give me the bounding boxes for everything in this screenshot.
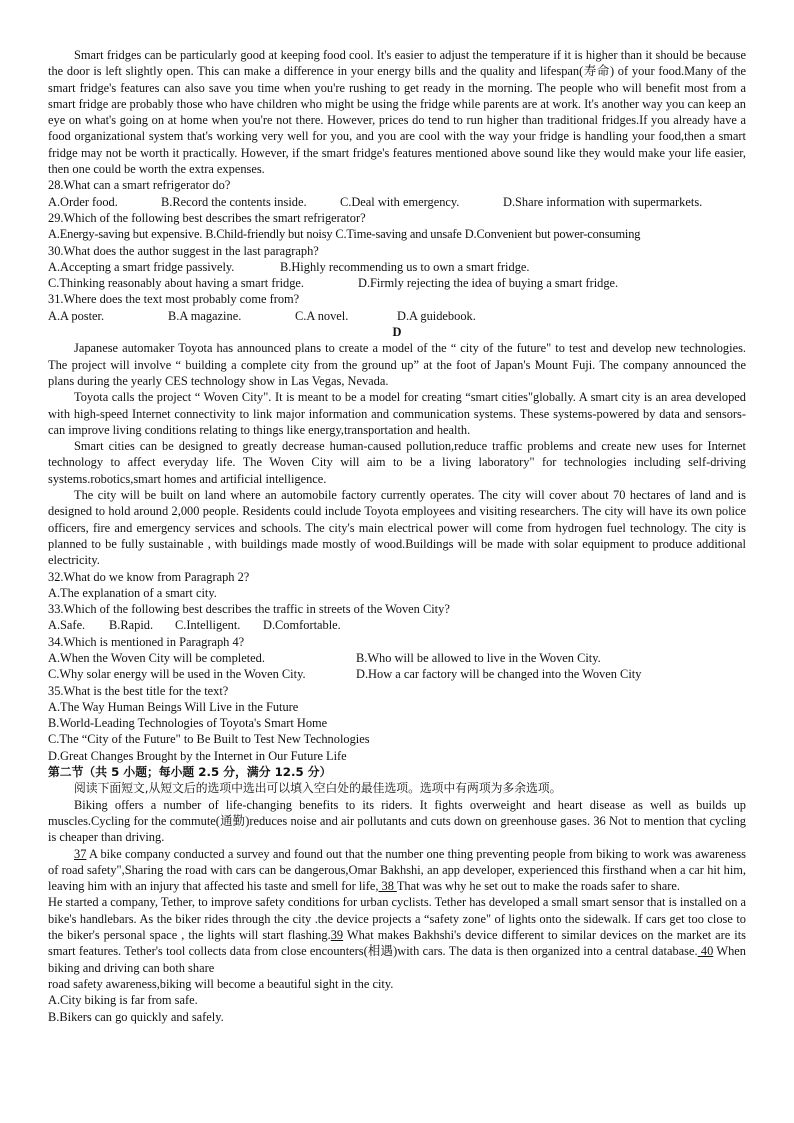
- q35-option-a[interactable]: A.The Way Human Beings Will Live in the Future: [48, 699, 299, 714]
- q30-option-c[interactable]: C.Thinking reasonably about having a smart fridge.: [48, 276, 305, 291]
- q32-option-a[interactable]: A.The explanation of a smart city.: [48, 585, 217, 600]
- question-29-options[interactable]: A.Energy-saving but expensive. B.Child-friendly but noisy C.Time-saving and unsafe D.Convenient but power-consuming: [48, 227, 641, 242]
- cloze-paragraph-3: [48, 894, 746, 975]
- q30-option-d[interactable]: D.Firmly rejecting the idea of buying a smart fridge.: [358, 276, 619, 291]
- cloze-paragraph-1: Biking offers a number of life-changing benefits to its riders. It fights overweight and heart disease as well as builds up muscles.Cycling for the commute(通勤)reduces noise and air pollutants and cuts down on greenhouse gases. 36 Not to mention that cycling is cheaper than driving.: [48, 797, 746, 845]
- cloze-paragraph-4: road safety awareness,biking will become a beautiful sight in the city.: [48, 976, 394, 991]
- question-35-stem: 35.What is the best title for the text?: [48, 683, 229, 698]
- q33-option-c[interactable]: C.Intelligent.: [175, 618, 241, 633]
- q34-option-b[interactable]: B.Who will be allowed to live in the Woven City.: [356, 650, 601, 665]
- cloze-option-a[interactable]: A.City biking is far from safe.: [48, 993, 198, 1008]
- q34-option-d[interactable]: D.How a car factory will be changed into the Woven City: [356, 667, 642, 682]
- section-2-instruction: 阅读下面短文,从短文后的选项中选出可以填入空白处的最佳选项。选项中有两项为多余选项。: [74, 781, 562, 796]
- q35-option-b[interactable]: B.World-Leading Technologies of Toyota's Smart Home: [48, 716, 328, 731]
- section-2-heading: 第二节（共 5 小题；每小题 2.5 分，满分 12.5 分）: [48, 765, 332, 780]
- question-33-options: [48, 617, 746, 633]
- exam-page: [48, 47, 746, 1025]
- cloze-paragraph-2-text: A bike company conducted a survey and found out that the number one thing preventing people from biking to work was awareness of road safety",Sharing the road with cars can be dangerous,Omar Bakhshi, an app developer, experienced this firsthand when a car hit him, leaving him with an injury that affected his taste and smell for life,: [48, 846, 746, 894]
- question-29-stem: 29.Which of the following best describes the smart refrigerator?: [48, 210, 366, 225]
- q33-option-d[interactable]: D.Comfortable.: [263, 618, 341, 633]
- question-32-stem: 32.What do we know from Paragraph 2?: [48, 569, 250, 584]
- passage-d-title: D: [392, 325, 402, 340]
- question-31-stem: 31.Where does the text most probably come from?: [48, 292, 300, 307]
- blank-38[interactable]: 38: [378, 879, 397, 894]
- question-34-options-row2: [48, 666, 746, 682]
- passage-d-paragraph-2: Toyota calls the project “ Woven City". It is meant to be a model for creating “smart cities"globally. A smart city is an area developed with high-speed Internet connectivity to link major information and communication systems. These systems-powered by data and sensors-can improve living conditions relating to things like energy,transportation and health.: [48, 390, 746, 437]
- q34-option-a[interactable]: A.When the Woven City will be completed.: [48, 650, 265, 665]
- q33-option-a[interactable]: A.Safe.: [48, 618, 86, 633]
- q30-option-b[interactable]: B.Highly recommending us to own a smart fridge.: [280, 259, 530, 274]
- cloze-paragraph-3-b: What makes Bakhshi's device different to similar devices on the market are its smart features. Tether's tool collects data from close encounters(相遇)with cars. The data is then organized into a central database.: [48, 928, 747, 959]
- q30-option-a[interactable]: A.Accepting a smart fridge passively.: [48, 259, 235, 274]
- q33-option-b[interactable]: B.Rapid.: [109, 618, 154, 633]
- question-30-stem: 30.What does the author suggest in the last paragraph?: [48, 243, 319, 258]
- question-30-options-row2: [48, 275, 746, 291]
- passage-c-paragraph: Smart fridges can be particularly good at keeping food cool. It's easier to adjust the temperature if it is higher than it should be because the door is left slightly open. This can make a difference in your energy bills and the quality and lifespan(寿命) of your food.Many of the smart fridge's features can also save you time when you're rushing to get ready in the morning. The people who will benefit most from a smart fridge are probably those who have children who might be using the fridge while parents are at work. It's another way you can keep an eye on what's going on at home when you're not there. However, prices do tend to run higher than traditional fridges.If you already have a food organizational system that's working very well for you, and you are cool with the way your fridge is handling your food,then a smart fridge may not be worth it practically. However, if the smart fridge's features mentioned above sound like they would make your life easier, then one could be worth the extra expenses.: [48, 48, 746, 177]
- question-28-options: [48, 194, 746, 210]
- q31-option-d[interactable]: D.A guidebook.: [397, 308, 476, 323]
- cloze-option-b[interactable]: B.Bikers can go quickly and safely.: [48, 1009, 224, 1024]
- passage-d-paragraph-1: Japanese automaker Toyota has announced plans to create a model of the “ city of the future" to test and develop new technologies. The project will involve “ building a complete city from the ground up” at the foot of Japan's Mount Fuji. The company announced the plans during the yearly CES technology show in Las Vegas, Nevada.: [48, 341, 746, 388]
- q28-option-b[interactable]: B.Record the contents inside.: [161, 194, 307, 209]
- q34-option-c[interactable]: C.Why solar energy will be used in the Woven City.: [48, 667, 306, 682]
- question-33-stem: 33.Which of the following best describes the traffic in streets of the Woven City?: [48, 602, 450, 617]
- cloze-paragraph-3-a: He started a company, Tether, to improve safety conditions for urban cyclists. Tether has developed a small smart sensor that is installed on a bike's handlebars. As the biker rides through the city .the device projects a “safety zone" of lights onto the sidewalk. If cars get too close to the biker's personal space , the lights will start flashing.: [48, 895, 746, 943]
- question-28-stem: 28.What can a smart refrigerator do?: [48, 178, 231, 193]
- blank-40[interactable]: 40: [697, 944, 714, 959]
- passage-d-paragraph-4: The city will be built on land where an automobile factory currently operates. The city will cover about 70 hectares of land and is designed to hold around 2,000 people. Residents could include Toyota employees and visiting researchers. The city will have its own police officers, fire and emergency services and schools. The city's main electrical power will come from hydrogen fuel technology. The city is planned to be fully sustainable , with buildings made mostly of wood.Buildings will be made with solar equipment to produce additional electricity.: [48, 488, 746, 568]
- q31-option-b[interactable]: B.A magazine.: [168, 308, 242, 323]
- cloze-paragraph-2: [48, 846, 746, 895]
- question-31-options: [48, 308, 746, 324]
- q35-option-d[interactable]: D.Great Changes Brought by the Internet in Our Future Life: [48, 748, 347, 763]
- question-34-options-row1: [48, 650, 746, 666]
- q31-option-a[interactable]: A.A poster.: [48, 308, 105, 323]
- cloze-paragraph-2-end: That was why he set out to make the roads safer to share.: [396, 879, 681, 894]
- question-34-stem: 34.Which is mentioned in Paragraph 4?: [48, 634, 245, 649]
- cloze-paragraph-3-c: When biking and driving can both share: [48, 944, 746, 975]
- q28-option-d[interactable]: D.Share information with supermarkets.: [503, 194, 703, 209]
- q35-option-c[interactable]: C.The “City of the Future" to Be Built to Test New Technologies: [48, 732, 370, 747]
- question-30-options-row1: [48, 259, 746, 275]
- passage-d-paragraph-3: Smart cities can be designed to greatly decrease human-caused pollution,reduce traffic problems and create new uses for Internet technology to affect everyday life. The Woven City will aim to be a living laboratory" for technologies including self-driving systems.robotics,smart homes and artificial intelligence.: [48, 439, 746, 486]
- q31-option-c[interactable]: C.A novel.: [295, 308, 349, 323]
- q28-option-c[interactable]: C.Deal with emergency.: [340, 194, 460, 209]
- blank-39[interactable]: 39: [330, 928, 344, 943]
- blank-37[interactable]: 37: [74, 846, 87, 861]
- q28-option-a[interactable]: A.Order food.: [48, 194, 118, 209]
